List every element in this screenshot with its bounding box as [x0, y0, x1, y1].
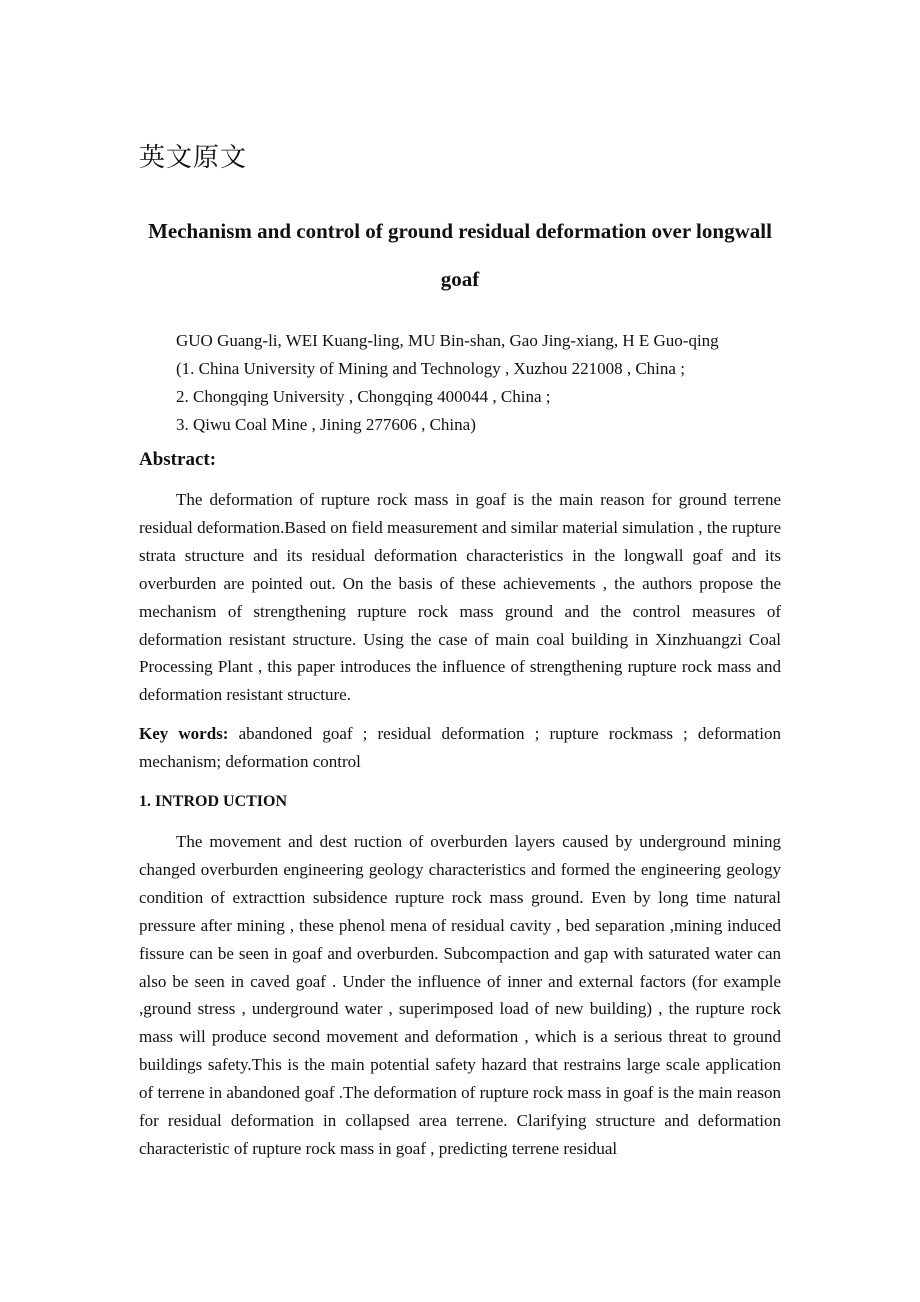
affiliation-line: (1. China University of Mining and Technology , Xuzhou 221008 , China ;: [176, 359, 685, 378]
introduction-paragraph: The movement and dest ruction of overburden layers caused by underground mining changed overburden engineering geology characteristics and formed the engineering geology condition of extracttion subsidence rupture rock mass ground. Even by long time natural pressure after mining , these phenol mena of residual cavity , bed separation ,mining induced fissure can be seen in goaf and overburden. Subcompaction and gap with saturated water can also be seen in caved goaf . Under the influence of inner and external factors (for example ,ground stress , underground water , superimposed load of new building) , the rupture rock mass will produce second movement and deformation , which is a serious threat to ground buildings safety.This is the main potential safety hazard that restrains large scale application of terrene in abandoned goaf .The deformation of rupture rock mass in goaf is the main reason for residual deformation in collapsed area terrene. Clarifying structure and deformation characteristic of rupture rock mass in goaf , predicting terrene residual: [139, 832, 781, 1158]
section-heading: 1. INTROD UCTION: [139, 793, 288, 810]
keywords-line: [139, 720, 781, 776]
keywords-label: Key words:: [139, 724, 229, 743]
affiliation-line: 2. Chongqing University , Chongqing 400044 , China ;: [176, 387, 551, 406]
keywords-text: abandoned goaf ; residual deformation ; rupture rockmass ; deformation mechanism; deformation control: [139, 724, 781, 771]
author-list: GUO Guang-li, WEI Kuang-ling, MU Bin-shan, Gao Jing-xiang, H E Guo-qing: [176, 331, 719, 350]
abstract-heading: Abstract:: [139, 449, 217, 470]
author-block: [176, 327, 796, 439]
abstract-paragraph: The deformation of rupture rock mass in goaf is the main reason for ground terrene residual deformation.Based on field measurement and similar material simulation , the rupture strata structure and its residual deformation characteristics in the longwall goaf and its overburden are pointed out. On the basis of these achievements , the authors propose the mechanism of strengthening rupture rock mass ground and the control measures of deformation resistant structure. Using the case of main coal building in Xinzhuangzi Coal Processing Plant , this paper introduces the influence of strengthening rupture rock mass and deformation resistant structure.: [139, 490, 781, 705]
affiliation-line: 3. Qiwu Coal Mine , Jining 277606 , China): [176, 415, 476, 434]
document-heading: 英文原文: [139, 143, 248, 173]
paper-title: Mechanism and control of ground residual deformation over longwall goaf: [148, 219, 772, 291]
